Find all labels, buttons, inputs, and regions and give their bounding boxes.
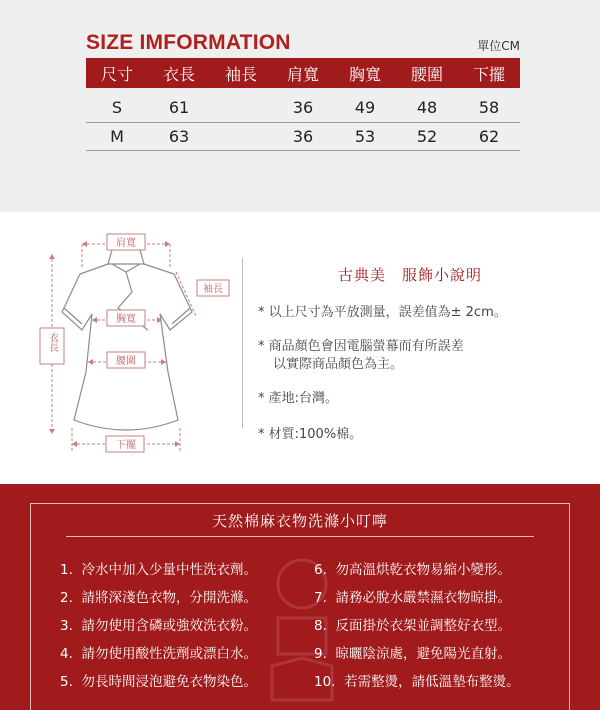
table-cell: 53 — [334, 122, 396, 150]
size-title: SIZE IMFORMATION — [86, 31, 291, 54]
garment-section — [0, 212, 600, 484]
table-cell: 49 — [334, 88, 396, 122]
table-cell: S — [86, 88, 148, 122]
table-row — [86, 122, 520, 150]
table-cell: M — [86, 122, 148, 150]
table-cell — [210, 122, 272, 150]
hem-label: 下擺 — [116, 440, 136, 451]
header-length: 衣長 — [148, 58, 210, 88]
header-chest: 胸寬 — [334, 58, 396, 88]
length-label: 衣長 — [46, 332, 58, 352]
header-waist: 腰圍 — [396, 58, 458, 88]
chest-label: 胸寬 — [116, 314, 136, 325]
header-sleeve: 袖長 — [210, 58, 272, 88]
wash-item: 6. 勿高溫烘乾衣物易縮小變形。 — [314, 562, 511, 578]
wash-item: 4. 請勿使用酸性洗劑或漂白水。 — [60, 646, 257, 662]
washing-title-rule — [66, 536, 534, 537]
table-cell: 48 — [396, 88, 458, 122]
table-cell — [210, 88, 272, 122]
measure-arrows — [46, 241, 180, 447]
wash-item: 5. 勿長時間浸泡避免衣物染色。 — [60, 674, 257, 690]
wash-item: 3. 請勿使用含磷或強效洗衣粉。 — [60, 618, 257, 634]
table-cell: 36 — [272, 88, 334, 122]
sleeve-label: 袖長 — [203, 284, 223, 295]
garment-diagram — [0, 212, 242, 484]
wash-item: 10. 若需整燙，請低溫墊布整燙。 — [314, 674, 520, 690]
note-color-2: 以實際商品顏色為主。 — [273, 357, 404, 372]
divider — [242, 258, 243, 428]
note-origin: * 產地:台灣。 — [258, 391, 339, 406]
note-color: * 商品顏色會因電腦螢幕而有所誤差 — [258, 339, 464, 354]
wash-item: 7. 請務必脫水嚴禁濕衣物晾掛。 — [314, 590, 511, 606]
header-hem: 下擺 — [458, 58, 520, 88]
table-cell: 61 — [148, 88, 210, 122]
header-shoulder: 肩寬 — [272, 58, 334, 88]
wash-item: 1. 冷水中加入少量中性洗衣劑。 — [60, 562, 257, 578]
table-cell: 63 — [148, 122, 210, 150]
wash-item: 2. 請將深淺色衣物，分開洗滌。 — [60, 590, 257, 606]
size-table — [86, 58, 520, 151]
waist-label: 腰圍 — [116, 356, 136, 367]
table-row — [86, 88, 520, 122]
size-info-section — [0, 0, 600, 212]
table-cell: 36 — [272, 122, 334, 150]
table-cell: 52 — [396, 122, 458, 150]
note-material: * 材質:100%棉。 — [258, 427, 363, 442]
shoulder-label: 肩寬 — [116, 238, 136, 249]
shirt-outline-icon — [62, 246, 192, 430]
table-cell: 58 — [458, 88, 520, 122]
header-size: 尺寸 — [86, 58, 148, 88]
table-cell: 62 — [458, 122, 520, 150]
washing-section — [0, 484, 600, 710]
size-table-header-row — [86, 58, 520, 88]
info-title: 古典美 服飾小說明 — [338, 266, 483, 284]
unit-label: 單位CM — [477, 39, 520, 53]
wash-item: 8. 反面掛於衣架並調整好衣型。 — [314, 618, 511, 634]
note-measurement: * 以上尺寸為平放測量，誤差值為± 2cm。 — [258, 305, 507, 320]
washing-title: 天然棉麻衣物洗滌小叮嚀 — [211, 512, 388, 530]
wash-item: 9. 晾曬陰涼處，避免陽光直射。 — [314, 646, 511, 662]
